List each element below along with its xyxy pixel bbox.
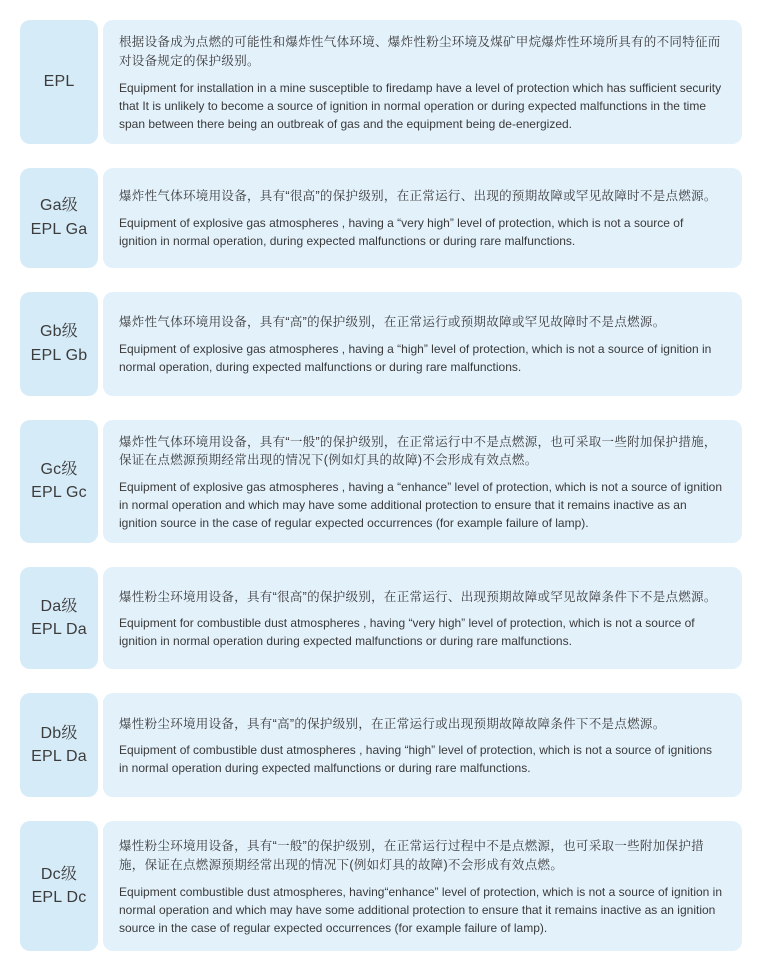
description-english: Equipment of explosive gas atmospheres , having a “very high” level of protection, which is not a source of ignition in normal operation, during expected malfunctions or during rare malfunctions.: [119, 215, 684, 248]
epl-description: [103, 567, 742, 669]
epl-level-label-line: Gb级: [40, 323, 78, 341]
epl-row: [20, 292, 742, 396]
epl-description: [103, 420, 742, 544]
epl-row: [20, 420, 742, 544]
epl-row: [20, 168, 742, 268]
epl-level-label-line: EPL Gb: [30, 346, 88, 364]
epl-level-label: [20, 693, 98, 797]
epl-level-label-line: EPL Da: [31, 621, 87, 638]
epl-level-label: [20, 168, 98, 268]
epl-level-label-line: EPL Da: [31, 748, 87, 765]
description-chinese: 爆性粉尘环境用设备，具有“高”的保护级别，在正常运行或出现预期故障故障条件下不是点燃源。: [119, 716, 666, 731]
epl-description: [103, 20, 742, 144]
epl-row: [20, 821, 742, 951]
epl-definition-table: [20, 20, 742, 951]
description-english: Equipment for installation in a mine susceptible to firedamp have a level of protection which has sufficient security that It is unlikely to become a source of ignition in normal operation or during expected malfunctions in the time span between there being an outbreak of gas and the equipment being de-energized.: [119, 80, 722, 131]
epl-description: [103, 693, 742, 797]
epl-level-label-line: Da级: [40, 597, 78, 615]
description-chinese: 爆炸性气体环境用设备，具有“一般”的保护级别，在正常运行中不是点燃源，也可采取一些附加保护措施，保证在点燃源预期经常出现的情况下(例如灯具的故障)不会形成有效点燃。: [119, 434, 717, 468]
epl-level-label-line: EPL Ga: [30, 220, 88, 238]
epl-description: [103, 292, 742, 396]
description-english: Equipment of explosive gas atmospheres , having a “enhance” level of protection, which is not a source of ignition in normal operation and which may have some additional protection to ensure that it remains inactive as an ignition source in the case of regular expected occurrences (for example failure of lamp).: [119, 480, 723, 530]
epl-level-label: [20, 292, 98, 396]
epl-level-label: [20, 821, 98, 951]
description-chinese: 爆性粉尘环境用设备，具有“一般”的保护级别，在正常运行过程中不是点燃源，也可采取一些附加保护措施，保证在点燃源预期经常出现的情况下(例如灯具的故障)不会形成有效点燃。: [119, 839, 704, 872]
epl-row: [20, 20, 742, 144]
description-chinese: 爆炸性气体环境用设备，具有“高”的保护级别，在正常运行或预期故障或罕见故障时不是点燃源。: [119, 315, 666, 330]
epl-level-label-line: Dc级: [40, 865, 78, 883]
epl-row: [20, 693, 742, 797]
description-english: Equipment for combustible dust atmospheres , having “very high” level of protection, which is not a source of ignition in normal operation during expected malfunctions or during rare malfunctions.: [119, 616, 695, 649]
epl-row: [20, 567, 742, 669]
epl-description: [103, 168, 742, 268]
epl-level-label: [20, 20, 98, 144]
epl-level-label: [20, 420, 98, 544]
description-chinese: 爆性粉尘环境用设备，具有“很高”的保护级别，在正常运行、出现预期故障或罕见故障条件下不是点燃源。: [119, 589, 717, 604]
description-english: Equipment of explosive gas atmospheres , having a “high” level of protection, which is not a source of ignition in normal operation, during expected malfunctions or during rare malfunctions.: [119, 341, 712, 374]
epl-level-label-line: Ga级: [40, 197, 78, 215]
epl-level-label-line: EPL Gc: [31, 484, 87, 502]
epl-level-label-line: EPL Dc: [31, 889, 87, 906]
description-english: Equipment combustible dust atmospheres, having“enhance” level of protection, which is not a source of ignition in normal operation and which may have some additional protection to ensure that it remains inactive as an ignition source in the case of regular expected occurrences (for example failure of lamp).: [119, 884, 723, 935]
epl-level-label: [20, 567, 98, 669]
description-chinese: 爆炸性气体环境用设备，具有“很高”的保护级别，在正常运行、出现的预期故障或罕见故障时不是点燃源。: [119, 189, 717, 204]
description-chinese: 根据设备成为点燃的可能性和爆炸性气体环境、爆炸性粉尘环境及煤矿甲烷爆炸性环境所具有的不同特征而对设备规定的保护级别。: [119, 35, 721, 68]
epl-level-label-line: Gc级: [40, 461, 78, 479]
epl-level-label-line: Db级: [40, 724, 78, 742]
description-english: Equipment of combustible dust atmospheres , having “high” level of protection, which is not a source of ignitions in normal operation during expected malfunctions or during rare malfunctions.: [119, 743, 712, 776]
epl-description: [103, 821, 742, 951]
epl-level-label-line: EPL: [43, 73, 75, 91]
